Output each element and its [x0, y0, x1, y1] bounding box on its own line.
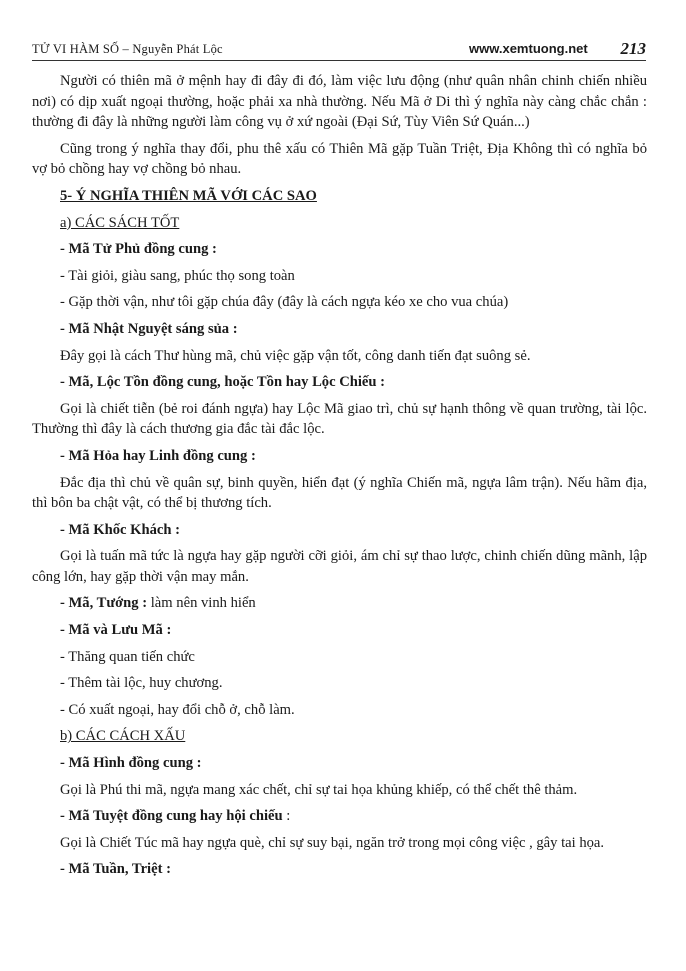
paragraph-hinh: Gọi là Phú thi mã, ngựa mang xác chết, chỉ sự tai họa khủng khiếp, có thể chết thê thảm. [60, 781, 578, 798]
paragraph-loc-ton: Gọi là chiết tiễn (bẻ roi đánh ngựa) hay Lộc Mã giao trì, chủ sự hạnh thông về quan trường, tài lộc. Thường thì đây là cách thương gia đắc tài đắc lộc. [32, 400, 647, 438]
subsection-bad-label: b) CÁC CÁCH XẤU [60, 728, 186, 745]
paragraph-hoa-linh: Đắc địa thì chủ về quân sự, binh quyền, hiển đạt (ý nghĩa Chiến mã, ngựa lâm trận). Nếu hãm địa, thì bôn ba chật vật, có thể bị thương tích. [32, 474, 647, 512]
heading-nhat-nguyet: - Mã Nhật Nguyệt sáng sủa : [60, 320, 238, 337]
paragraph-khoc-khach: Gọi là tuấn mã tức là ngựa hay gặp người cỡi giỏi, ám chỉ sự thao lược, chinh chiến dũng mãnh, lập công lớn, hay gặp thời vận may mắn. [32, 548, 647, 585]
heading-loc-ton: - Mã, Lộc Tồn đồng cung, hoặc Tồn hay Lộc Chiếu : [60, 374, 386, 391]
header-book-title: TỬ VI HÀM SỐ – Nguyễn Phát Lộc [32, 42, 223, 56]
page-header [32, 38, 646, 61]
heading-khoc-khach: - Mã Khốc Khách : [60, 521, 180, 538]
list-item: - Gặp thời vận, như tôi gặp chúa đây (đây là cách ngựa kéo xe cho vua chúa) [60, 294, 509, 311]
heading-tuong-bold: - Mã, Tướng : [60, 595, 148, 612]
page-body [32, 71, 647, 886]
heading-tuyet [32, 806, 647, 827]
heading-tuan-triet: - Mã Tuần, Triệt : [60, 861, 171, 878]
subsection-bad [32, 726, 647, 747]
heading-tuong-text: làm nên vinh hiển [147, 595, 256, 612]
heading-hinh: - Mã Hình đồng cung : [60, 755, 202, 772]
header-website: www.xemtuong.net [469, 41, 588, 56]
list-item: - Tài giỏi, giàu sang, phúc thọ song toàn [60, 267, 295, 284]
list-item: - Thêm tài lộc, huy chương. [60, 675, 223, 692]
page-number: 213 [620, 39, 646, 58]
paragraph-tuyet: Gọi là Chiết Túc mã hay ngựa què, chỉ sự suy bại, ngăn trở trong mọi công việc , gây tai họa. [60, 834, 605, 851]
heading-tuyet-colon: : [282, 808, 291, 825]
subsection-good [32, 213, 647, 234]
heading-luu-ma: - Mã và Lưu Mã : [60, 622, 172, 639]
heading-hoa-linh: - Mã Hỏa hay Linh đồng cung : [60, 447, 256, 464]
paragraph-phu-the: Cũng trong ý nghĩa thay đổi, phu thê xấu có Thiên Mã gặp Tuần Triệt, Địa Không thì có nghĩa bỏ vợ bỏ chồng hay vợ chồng bỏ nhau. [32, 140, 647, 178]
heading-tu-phu: - Mã Tử Phủ đồng cung : [60, 241, 217, 258]
heading-tuyet-bold: - Mã Tuyệt đồng cung hay hội chiếu [60, 808, 283, 825]
subsection-good-label: a) CÁC SÁCH TỐT [60, 214, 180, 231]
heading-tuong [32, 593, 647, 614]
section-heading: 5- Ý NGHĨA THIÊN MÃ VỚI CÁC SAO [60, 187, 317, 204]
list-item: - Thăng quan tiến chức [60, 648, 195, 665]
list-item: - Có xuất ngoại, hay đổi chỗ ở, chỗ làm. [60, 701, 295, 718]
paragraph-nhat-nguyet: Đây gọi là cách Thư hùng mã, chủ việc gặp vận tốt, công danh tiến đạt suông sẻ. [60, 347, 531, 364]
paragraph-thien-ma-menh: Người có thiên mã ở mệnh hay đi đây đi đó, làm việc lưu động (như quân nhân chinh chiến nhiều nơi) có dịp xuất ngoại thường, hoặc phải xa nhà thường. Nếu Mã ở Di thì ý nghĩa này càng chắc chắn : thường đi đây là những người làm công vụ ở xứ ngoài (Đại Sứ, Tùy Viên Sứ Quán...) [32, 73, 647, 131]
